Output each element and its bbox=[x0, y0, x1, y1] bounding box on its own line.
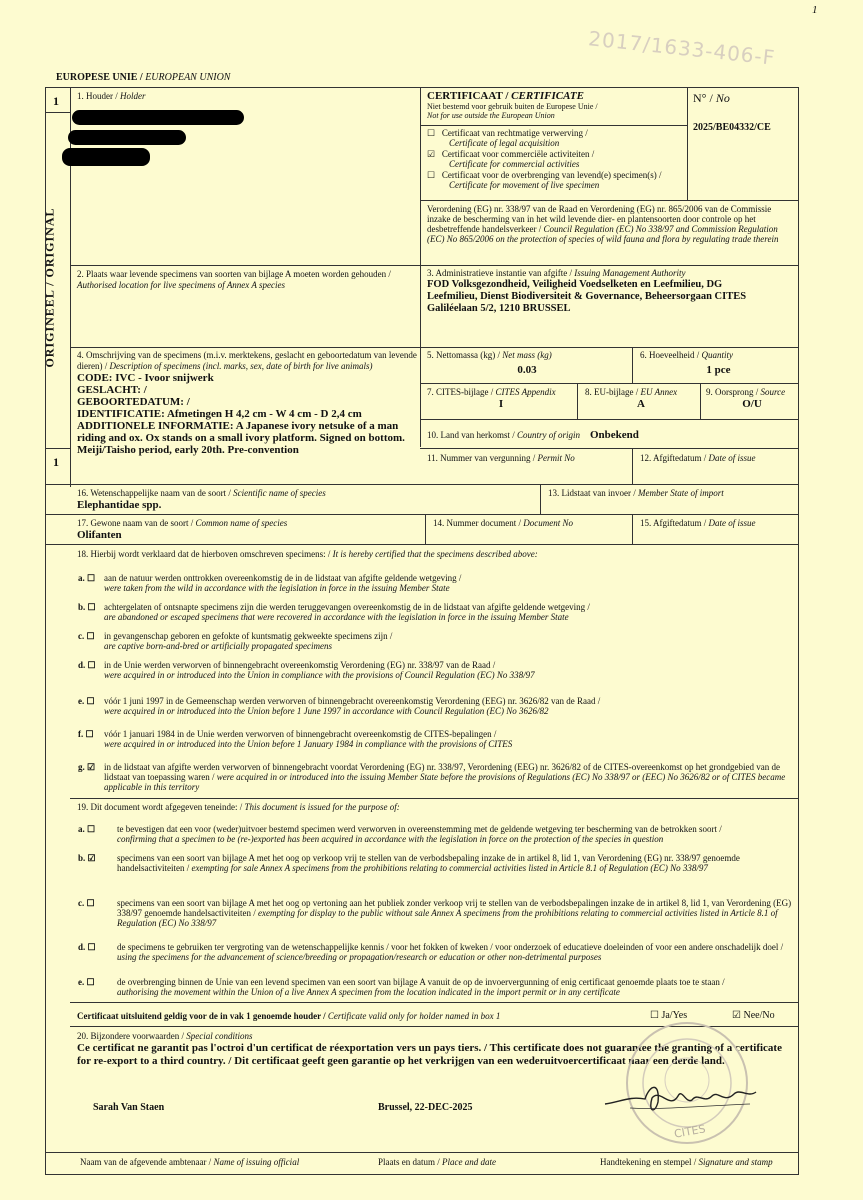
union-header: EUROPESE UNIE / EUROPEAN UNION bbox=[56, 72, 231, 83]
holder-redaction-2 bbox=[68, 130, 186, 145]
box14: 14. Nummer document / Document No bbox=[433, 518, 573, 528]
holder-redaction-1 bbox=[72, 110, 244, 125]
box1-number: 1 bbox=[53, 94, 59, 108]
special-conditions-text: Ce certificat ne garantit pas l'octroi d'un certificat de réexportation vers un pays tiers. / This certificate does not guarantee the granting of a certificate for re-export to a third country. / Dit certificaat geeft geen garantie op het verkrijgen van een wederuitvoercertificaat naar een derde land. bbox=[77, 1042, 782, 1067]
box16: 16. Wetenschappelijke naam van de soort / Scientific name of species Elephantidae spp. bbox=[77, 488, 326, 511]
box18-item-f[interactable]: f. ☐ bbox=[78, 729, 94, 739]
box3: 3. Administratieve instantie van afgifte / Issuing Management Authority FOD Volksgezondheid, Veiligheid Voedselketen en Leefmilieu, DG Leefmilieu, Dienst Biodiversiteit & Governance, Beheersorgaan CITES Galiléelaan 5/2, 1210 BRUSSEL bbox=[427, 268, 747, 314]
cert-option-3[interactable]: ☐ Certificaat voor de overbrenging van levend(e) specimen(s) / Certificate for movement of live specimen bbox=[427, 170, 662, 190]
regulation-text: Verordening (EG) nr. 338/97 van de Raad en Verordening (EG) nr. 865/2006 van de Commissie inzake de bescherming van in het wild levende dier- en plantensoorten door controle op het desbetreffende handelsverkeer / Council Regulation (EC) No 338/97 and Commission Regulation (EC) No 865/2006 on the protection of species of wild fauna and flora by regulating trade therein bbox=[427, 204, 779, 244]
box9: 9. Oorsprong / Source O/U bbox=[706, 387, 786, 410]
box8: 8. EU-bijlage / EU Annex A bbox=[585, 387, 678, 410]
box2-label: 2. Plaats waar levende specimens van soorten van bijlage A moeten worden gehouden / Authorised location for live specimens of Annex A species bbox=[77, 269, 391, 290]
certificate-number: 2025/BE04332/CE bbox=[693, 122, 771, 133]
handwritten-reference: 2017/1633-406-F bbox=[587, 26, 777, 70]
signature-scribble bbox=[600, 1074, 760, 1124]
box19-item-a[interactable]: a. ☐ bbox=[78, 824, 96, 834]
box17: 17. Gewone naam van de soort / Common name of species Olifanten bbox=[77, 518, 288, 541]
footer-place-label: Plaats en datum / Place and date bbox=[378, 1157, 496, 1167]
box4: 4. Omschrijving van de specimens (m.i.v. merktekens, geslacht en geboortedatum van levende dieren) / Description of specimens (incl. marks, sex, date of birth for live animals) CODE: IVC - Ivoor snijwerk GESLACHT: / GEBOORTEDATUM: / IDENTIFICATIE: Afmetingen H 4,2 cm - W 4 cm - D 2,4 cm ADDITIONELE INFORMATIE: A Japanese ivory netsuke of a man riding and ox. Ox stands on a small ivory platform. Signed on bottom. Meiji/Taisho period, early 20th. Pre-convention bbox=[77, 350, 417, 456]
validity-yes[interactable]: ☐ Ja/Yes bbox=[650, 1010, 688, 1021]
box5: 5. Nettomassa (kg) / Net mass (kg) 0.03 bbox=[427, 350, 552, 376]
box19-item-c[interactable]: c. ☐ bbox=[78, 898, 95, 908]
box18-label: 18. Hierbij wordt verklaard dat de hierboven omschreven specimens: / It is hereby certified that the specimens described above: bbox=[77, 549, 538, 559]
box18-item-g[interactable]: g. ☑ bbox=[78, 762, 96, 772]
footer-signature-label: Handtekening en stempel / Signature and stamp bbox=[600, 1157, 773, 1167]
box7: 7. CITES-bijlage / CITES Appendix I bbox=[427, 387, 556, 410]
official-name: Sarah Van Staen bbox=[93, 1102, 165, 1113]
box11: 11. Nummer van vergunning / Permit No bbox=[427, 453, 575, 463]
box18-item-b[interactable]: b. ☐ bbox=[78, 602, 96, 612]
box18-item-c[interactable]: c. ☐ bbox=[78, 631, 95, 641]
box6: 6. Hoeveelheid / Quantity 1 pce bbox=[640, 350, 733, 376]
side-label: ORIGINEEL / ORIGINAL bbox=[42, 207, 57, 368]
box13: 13. Lidstaat van invoer / Member State of import bbox=[548, 488, 724, 498]
box20-label: 20. Bijzondere voorwaarden / Special conditions bbox=[77, 1031, 253, 1041]
box1-label: 1. Houder / Holder bbox=[77, 91, 146, 101]
number-box: N° / No 2025/BE04332/CE bbox=[693, 91, 797, 134]
box12: 12. Afgiftedatum / Date of issue bbox=[640, 453, 756, 463]
box10: 10. Land van herkomst / Country of origin Onbekend bbox=[427, 429, 639, 441]
box18-item-e[interactable]: e. ☐ bbox=[78, 696, 95, 706]
row-number: 1 bbox=[53, 455, 59, 469]
place-and-date: Brussel, 22-DEC-2025 bbox=[378, 1102, 473, 1113]
validity-note: Certificaat uitsluitend geldig voor de in vak 1 genoemde houder / Certificate valid only for holder named in box 1 bbox=[77, 1011, 501, 1021]
box19-label: 19. Dit document wordt afgegeven teneinde: / This document is issued for the purpose of: bbox=[77, 802, 400, 812]
box15: 15. Afgiftedatum / Date of issue bbox=[640, 518, 756, 528]
holder-redaction-3 bbox=[62, 148, 150, 166]
certificate-type-box: CERTIFICAAT / CERTIFICATE Niet bestemd voor gebruik buiten de Europese Unie / Not for use outside the European Union bbox=[427, 90, 598, 120]
cert-option-2[interactable]: ☑ Certificaat voor commerciële activiteiten / Certificate for commercial activities bbox=[427, 149, 595, 169]
box18-item-a[interactable]: a. ☐ bbox=[78, 573, 96, 583]
page-mark: 1 bbox=[812, 4, 818, 16]
box18-item-d[interactable]: d. ☐ bbox=[78, 660, 96, 670]
box19-item-b[interactable]: b. ☑ bbox=[78, 853, 96, 863]
box19-item-d[interactable]: d. ☐ bbox=[78, 942, 96, 952]
footer-name-label: Naam van de afgevende ambtenaar / Name of issuing official bbox=[80, 1157, 300, 1167]
box19-item-e[interactable]: e. ☐ bbox=[78, 977, 95, 987]
cert-option-1[interactable]: ☐ Certificaat van rechtmatige verwerving / Certificate of legal acquisition bbox=[427, 128, 588, 148]
validity-no[interactable]: ☑ Nee/No bbox=[732, 1010, 775, 1021]
stamp-text: CITES bbox=[673, 1122, 707, 1141]
